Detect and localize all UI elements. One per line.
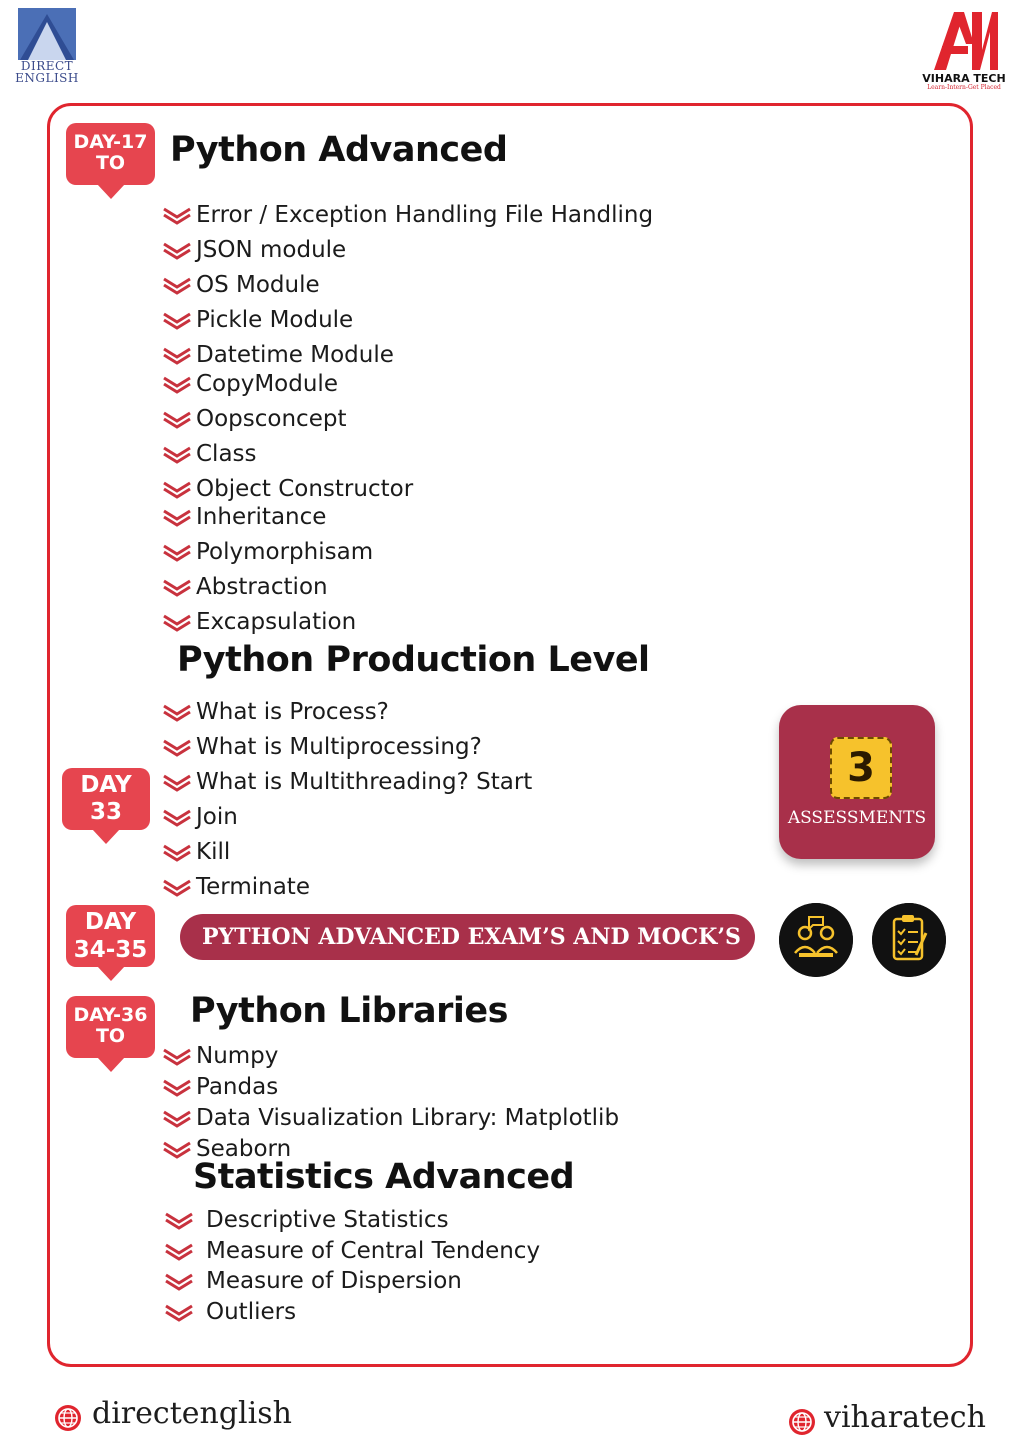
list-item: Class bbox=[162, 439, 257, 469]
double-chevron-down-icon bbox=[162, 343, 192, 367]
double-chevron-down-icon bbox=[162, 700, 192, 724]
list-item: Outliers bbox=[164, 1297, 296, 1327]
footer-directenglish: directenglish bbox=[92, 1396, 292, 1431]
assessments-label: ASSESSMENTS bbox=[787, 808, 927, 828]
double-chevron-down-icon bbox=[162, 407, 192, 431]
double-chevron-down-icon bbox=[162, 575, 192, 599]
list-item: Error / Exception Handling File Handling bbox=[162, 200, 653, 230]
double-chevron-down-icon bbox=[162, 1044, 192, 1068]
double-chevron-down-icon bbox=[162, 540, 192, 564]
double-chevron-down-icon bbox=[162, 805, 192, 829]
exam-banner bbox=[180, 914, 755, 960]
direct-english-logo-text: DIRECT ENGLISH bbox=[15, 59, 79, 85]
list-item: What is Multithreading? Start bbox=[162, 767, 532, 797]
vihara-tech-tagline: Learn-Intern-Get Placed bbox=[927, 84, 1001, 91]
double-chevron-down-icon bbox=[162, 273, 192, 297]
list-item: Inheritance bbox=[162, 502, 326, 532]
list-item: CopyModule bbox=[162, 369, 338, 399]
list-item: Excapsulation bbox=[162, 607, 356, 637]
list-item: Terminate bbox=[162, 872, 310, 902]
section-title-python-advanced: Python Advanced bbox=[170, 130, 508, 170]
double-chevron-down-icon bbox=[162, 308, 192, 332]
list-item: Measure of Dispersion bbox=[164, 1266, 462, 1296]
list-item: Data Visualization Library: Matplotlib bbox=[162, 1103, 619, 1133]
list-item: Join bbox=[162, 802, 238, 832]
list-item: Numpy bbox=[162, 1041, 278, 1071]
double-chevron-down-icon bbox=[164, 1300, 194, 1324]
list-item: Datetime Module bbox=[162, 340, 394, 370]
double-chevron-down-icon bbox=[162, 1075, 192, 1099]
list-item: Pickle Module bbox=[162, 305, 353, 335]
vihara-tech-logo bbox=[928, 10, 1000, 72]
list-item: JSON module bbox=[162, 235, 346, 265]
list-item: Oopsconcept bbox=[162, 404, 346, 434]
list-item: Pandas bbox=[162, 1072, 278, 1102]
list-item: Measure of Central Tendency bbox=[164, 1236, 540, 1266]
double-chevron-down-icon bbox=[164, 1208, 194, 1232]
double-chevron-down-icon bbox=[162, 840, 192, 864]
checklist-clipboard-icon bbox=[872, 903, 946, 977]
exam-banner-text: PYTHON ADVANCED EXAM’S AND MOCK’S bbox=[202, 924, 741, 950]
day-badge-17: DAY-17 TO bbox=[66, 123, 155, 185]
list-item: Descriptive Statistics bbox=[164, 1205, 449, 1235]
double-chevron-down-icon bbox=[162, 505, 192, 529]
double-chevron-down-icon bbox=[162, 238, 192, 262]
section-title-python-libraries: Python Libraries bbox=[190, 991, 508, 1031]
double-chevron-down-icon bbox=[162, 372, 192, 396]
footer-viharatech: viharatech bbox=[824, 1400, 986, 1435]
vihara-tech-name: VIHARA TECH bbox=[922, 72, 1006, 85]
double-chevron-down-icon bbox=[162, 735, 192, 759]
double-chevron-down-icon bbox=[164, 1239, 194, 1263]
group-discussion-icon bbox=[779, 903, 853, 977]
section-title-statistics-advanced: Statistics Advanced bbox=[193, 1157, 575, 1197]
section-title-python-production: Python Production Level bbox=[177, 640, 650, 680]
day-badge-33: DAY 33 bbox=[62, 768, 150, 830]
double-chevron-down-icon bbox=[162, 610, 192, 634]
double-chevron-down-icon bbox=[164, 1269, 194, 1293]
day-badge-34-35: DAY 34-35 bbox=[66, 905, 155, 967]
double-chevron-down-icon bbox=[162, 1137, 192, 1161]
double-chevron-down-icon bbox=[162, 477, 192, 501]
double-chevron-down-icon bbox=[162, 1106, 192, 1130]
list-item: Kill bbox=[162, 837, 230, 867]
list-item: Seaborn bbox=[162, 1134, 291, 1164]
double-chevron-down-icon bbox=[162, 203, 192, 227]
globe-icon bbox=[54, 1404, 82, 1432]
double-chevron-down-icon bbox=[162, 875, 192, 899]
assessments-count: 3 bbox=[830, 737, 892, 799]
list-item: Polymorphisam bbox=[162, 537, 373, 567]
globe-icon bbox=[788, 1408, 816, 1436]
double-chevron-down-icon bbox=[162, 770, 192, 794]
list-item: What is Multiprocessing? bbox=[162, 732, 482, 762]
list-item: Object Constructor bbox=[162, 474, 413, 504]
list-item: Abstraction bbox=[162, 572, 328, 602]
double-chevron-down-icon bbox=[162, 442, 192, 466]
list-item: What is Process? bbox=[162, 697, 389, 727]
day-badge-36: DAY-36 TO bbox=[66, 996, 155, 1058]
list-item: OS Module bbox=[162, 270, 320, 300]
